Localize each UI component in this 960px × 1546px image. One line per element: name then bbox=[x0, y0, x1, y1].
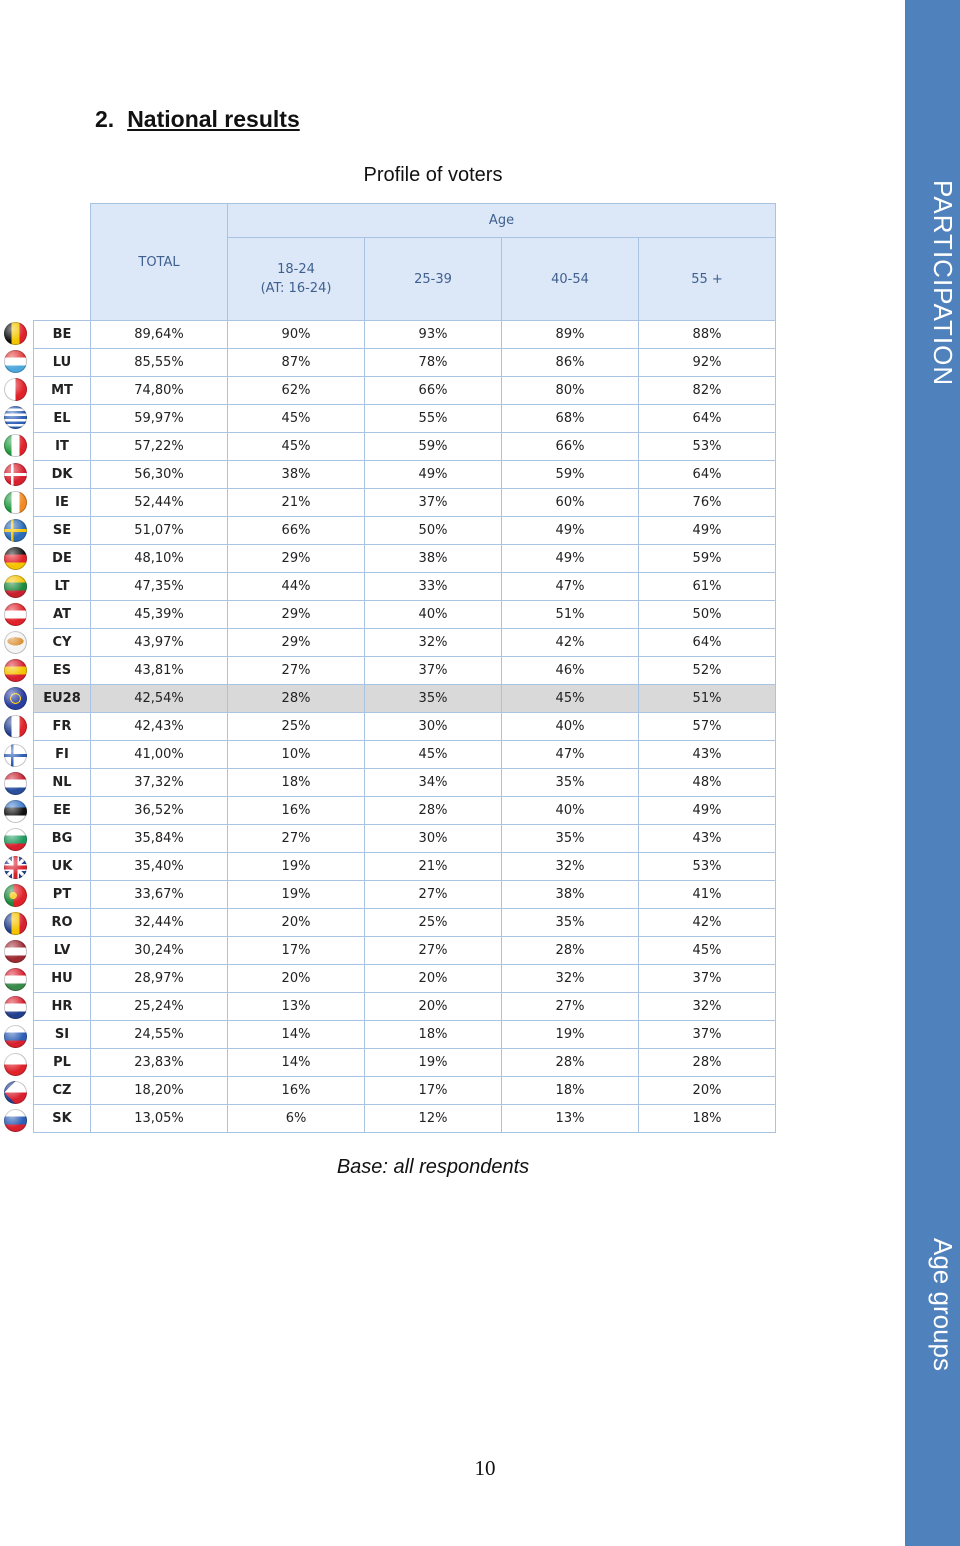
age-value-cell: 66% bbox=[365, 377, 502, 405]
header-total: TOTAL bbox=[91, 204, 228, 321]
age-value-cell: 43% bbox=[639, 741, 776, 769]
age-value-cell: 59% bbox=[365, 433, 502, 461]
base-note: Base: all respondents bbox=[336, 1156, 530, 1178]
total-cell: 32,44% bbox=[91, 909, 228, 937]
flag-de-icon bbox=[4, 547, 27, 570]
age-value-cell: 49% bbox=[502, 517, 639, 545]
flag-gloss bbox=[4, 1109, 27, 1132]
flag-lu-icon bbox=[4, 350, 27, 373]
country-code: HR bbox=[34, 993, 91, 1021]
flag-gloss bbox=[4, 406, 27, 429]
table-row bbox=[34, 825, 776, 853]
age-value-cell: 64% bbox=[639, 461, 776, 489]
header-age: Age bbox=[228, 204, 776, 238]
age-value-cell: 29% bbox=[228, 629, 365, 657]
age-value-cell: 35% bbox=[502, 769, 639, 797]
total-cell: 43,97% bbox=[91, 629, 228, 657]
flag-gloss bbox=[4, 744, 27, 767]
flag-gloss bbox=[4, 434, 27, 457]
flag-gloss bbox=[4, 1025, 27, 1048]
age-value-cell: 37% bbox=[639, 965, 776, 993]
age-value-cell: 48% bbox=[639, 769, 776, 797]
section-title: National results bbox=[127, 106, 300, 132]
age-value-cell: 19% bbox=[365, 1049, 502, 1077]
total-cell: 42,54% bbox=[91, 685, 228, 713]
age-value-cell: 41% bbox=[639, 881, 776, 909]
age-value-cell: 28% bbox=[228, 685, 365, 713]
flag-gloss bbox=[4, 659, 27, 682]
age-value-cell: 6% bbox=[228, 1105, 365, 1133]
age-value-cell: 40% bbox=[502, 713, 639, 741]
age-value-cell: 86% bbox=[502, 349, 639, 377]
total-cell: 35,40% bbox=[91, 853, 228, 881]
table-row bbox=[34, 769, 776, 797]
age-value-cell: 25% bbox=[228, 713, 365, 741]
flag-at-icon bbox=[4, 603, 27, 626]
total-cell: 89,64% bbox=[91, 321, 228, 349]
country-code: LV bbox=[34, 937, 91, 965]
age-value-cell: 19% bbox=[228, 881, 365, 909]
age-value-cell: 29% bbox=[228, 601, 365, 629]
results-table bbox=[33, 203, 776, 1133]
age-value-cell: 10% bbox=[228, 741, 365, 769]
age-value-cell: 46% bbox=[502, 657, 639, 685]
flag-bg-icon bbox=[4, 828, 27, 851]
age-value-cell: 21% bbox=[365, 853, 502, 881]
age-value-cell: 49% bbox=[639, 517, 776, 545]
country-code: IT bbox=[34, 433, 91, 461]
age-value-cell: 78% bbox=[365, 349, 502, 377]
flag-ie-icon bbox=[4, 491, 27, 514]
age-value-cell: 38% bbox=[502, 881, 639, 909]
country-code: UK bbox=[34, 853, 91, 881]
flag-gloss bbox=[4, 940, 27, 963]
age-value-cell: 27% bbox=[365, 937, 502, 965]
total-cell: 85,55% bbox=[91, 349, 228, 377]
side-tab-label-top: PARTICIPATION bbox=[928, 180, 958, 387]
age-value-cell: 80% bbox=[502, 377, 639, 405]
age-value-cell: 27% bbox=[365, 881, 502, 909]
age-value-cell: 37% bbox=[365, 657, 502, 685]
header-age-18-24 bbox=[228, 238, 365, 321]
age-value-cell: 43% bbox=[639, 825, 776, 853]
age-value-cell: 42% bbox=[639, 909, 776, 937]
flag-pt-icon bbox=[4, 884, 27, 907]
age-value-cell: 35% bbox=[365, 685, 502, 713]
table-row bbox=[34, 657, 776, 685]
table-row bbox=[34, 489, 776, 517]
flag-be-icon bbox=[4, 322, 27, 345]
age-value-cell: 29% bbox=[228, 545, 365, 573]
age-value-cell: 30% bbox=[365, 825, 502, 853]
flag-lt-icon bbox=[4, 575, 27, 598]
age-value-cell: 17% bbox=[228, 937, 365, 965]
age-value-cell: 93% bbox=[365, 321, 502, 349]
flag-gloss bbox=[4, 996, 27, 1019]
flag-gloss bbox=[4, 968, 27, 991]
table-row bbox=[34, 461, 776, 489]
age-group-label: 18-24 bbox=[277, 262, 315, 277]
flag-gloss bbox=[4, 1081, 27, 1104]
country-code: PL bbox=[34, 1049, 91, 1077]
total-cell: 35,84% bbox=[91, 825, 228, 853]
age-value-cell: 45% bbox=[228, 405, 365, 433]
section-heading bbox=[95, 106, 300, 133]
country-code: BE bbox=[34, 321, 91, 349]
age-value-cell: 18% bbox=[228, 769, 365, 797]
table-row bbox=[34, 881, 776, 909]
age-value-cell: 47% bbox=[502, 741, 639, 769]
age-value-cell: 59% bbox=[502, 461, 639, 489]
age-value-cell: 90% bbox=[228, 321, 365, 349]
table-row bbox=[34, 853, 776, 881]
country-code: LU bbox=[34, 349, 91, 377]
table-row bbox=[34, 685, 776, 713]
flag-ro-icon bbox=[4, 912, 27, 935]
total-cell: 30,24% bbox=[91, 937, 228, 965]
table-row bbox=[34, 349, 776, 377]
table-row bbox=[34, 965, 776, 993]
age-value-cell: 18% bbox=[502, 1077, 639, 1105]
age-value-cell: 82% bbox=[639, 377, 776, 405]
flag-uk-icon bbox=[4, 856, 27, 879]
table-row bbox=[34, 1077, 776, 1105]
age-value-cell: 33% bbox=[365, 573, 502, 601]
country-code: AT bbox=[34, 601, 91, 629]
age-value-cell: 19% bbox=[502, 1021, 639, 1049]
header-age-55-plus: 55 + bbox=[639, 238, 776, 321]
flag-gloss bbox=[4, 884, 27, 907]
age-value-cell: 18% bbox=[639, 1105, 776, 1133]
age-value-cell: 53% bbox=[639, 433, 776, 461]
age-value-cell: 32% bbox=[502, 853, 639, 881]
age-value-cell: 32% bbox=[639, 993, 776, 1021]
country-code: MT bbox=[34, 377, 91, 405]
country-code: PT bbox=[34, 881, 91, 909]
age-value-cell: 51% bbox=[502, 601, 639, 629]
total-cell: 28,97% bbox=[91, 965, 228, 993]
flag-hu-icon bbox=[4, 968, 27, 991]
total-cell: 18,20% bbox=[91, 1077, 228, 1105]
flag-eu28-icon bbox=[4, 687, 27, 710]
flag-cz-icon bbox=[4, 1081, 27, 1104]
age-value-cell: 19% bbox=[228, 853, 365, 881]
country-code: BG bbox=[34, 825, 91, 853]
country-code: EU28 bbox=[34, 685, 91, 713]
age-value-cell: 61% bbox=[639, 573, 776, 601]
age-value-cell: 47% bbox=[502, 573, 639, 601]
country-code: SI bbox=[34, 1021, 91, 1049]
age-value-cell: 16% bbox=[228, 797, 365, 825]
header-blank bbox=[34, 204, 91, 321]
age-value-cell: 53% bbox=[639, 853, 776, 881]
age-group-note: (AT: 16-24) bbox=[260, 281, 332, 296]
flag-gloss bbox=[4, 1053, 27, 1076]
age-value-cell: 14% bbox=[228, 1021, 365, 1049]
age-value-cell: 64% bbox=[639, 405, 776, 433]
table-row bbox=[34, 377, 776, 405]
age-value-cell: 32% bbox=[365, 629, 502, 657]
age-value-cell: 40% bbox=[502, 797, 639, 825]
table-row bbox=[34, 601, 776, 629]
age-value-cell: 92% bbox=[639, 349, 776, 377]
age-value-cell: 20% bbox=[365, 965, 502, 993]
table-title: Profile of voters bbox=[363, 164, 503, 186]
total-cell: 45,39% bbox=[91, 601, 228, 629]
table-row bbox=[34, 797, 776, 825]
flag-gloss bbox=[4, 322, 27, 345]
page-number: 10 bbox=[474, 1456, 496, 1480]
flag-el-icon bbox=[4, 406, 27, 429]
age-value-cell: 12% bbox=[365, 1105, 502, 1133]
total-cell: 42,43% bbox=[91, 713, 228, 741]
total-cell: 51,07% bbox=[91, 517, 228, 545]
age-value-cell: 20% bbox=[228, 909, 365, 937]
table-body bbox=[34, 321, 776, 1133]
flag-gloss bbox=[4, 491, 27, 514]
age-value-cell: 66% bbox=[502, 433, 639, 461]
flag-gloss bbox=[4, 912, 27, 935]
total-cell: 23,83% bbox=[91, 1049, 228, 1077]
country-code: IE bbox=[34, 489, 91, 517]
country-code: EL bbox=[34, 405, 91, 433]
age-value-cell: 14% bbox=[228, 1049, 365, 1077]
age-value-cell: 51% bbox=[639, 685, 776, 713]
age-value-cell: 35% bbox=[502, 909, 639, 937]
total-cell: 52,44% bbox=[91, 489, 228, 517]
total-cell: 59,97% bbox=[91, 405, 228, 433]
age-value-cell: 64% bbox=[639, 629, 776, 657]
country-code: FI bbox=[34, 741, 91, 769]
table-row bbox=[34, 433, 776, 461]
flag-gloss bbox=[4, 687, 27, 710]
country-code: EE bbox=[34, 797, 91, 825]
age-value-cell: 37% bbox=[365, 489, 502, 517]
flag-gloss bbox=[4, 350, 27, 373]
age-value-cell: 13% bbox=[228, 993, 365, 1021]
total-cell: 57,22% bbox=[91, 433, 228, 461]
flag-fr-icon bbox=[4, 715, 27, 738]
table-row bbox=[34, 405, 776, 433]
age-value-cell: 32% bbox=[502, 965, 639, 993]
flag-gloss bbox=[4, 631, 27, 654]
age-value-cell: 37% bbox=[639, 1021, 776, 1049]
country-code: DE bbox=[34, 545, 91, 573]
age-value-cell: 38% bbox=[365, 545, 502, 573]
age-value-cell: 44% bbox=[228, 573, 365, 601]
total-cell: 41,00% bbox=[91, 741, 228, 769]
country-code: DK bbox=[34, 461, 91, 489]
age-value-cell: 45% bbox=[502, 685, 639, 713]
flag-nl-icon bbox=[4, 772, 27, 795]
age-value-cell: 52% bbox=[639, 657, 776, 685]
age-value-cell: 34% bbox=[365, 769, 502, 797]
country-code: HU bbox=[34, 965, 91, 993]
age-value-cell: 66% bbox=[228, 517, 365, 545]
flag-lv-icon bbox=[4, 940, 27, 963]
age-value-cell: 49% bbox=[365, 461, 502, 489]
total-cell: 25,24% bbox=[91, 993, 228, 1021]
age-value-cell: 27% bbox=[228, 825, 365, 853]
age-value-cell: 28% bbox=[365, 797, 502, 825]
flag-gloss bbox=[4, 519, 27, 542]
flag-mt-icon bbox=[4, 378, 27, 401]
age-value-cell: 28% bbox=[502, 1049, 639, 1077]
header-age-40-54: 40-54 bbox=[502, 238, 639, 321]
total-cell: 48,10% bbox=[91, 545, 228, 573]
total-cell: 47,35% bbox=[91, 573, 228, 601]
table-row bbox=[34, 909, 776, 937]
age-value-cell: 50% bbox=[639, 601, 776, 629]
flag-it-icon bbox=[4, 434, 27, 457]
age-value-cell: 18% bbox=[365, 1021, 502, 1049]
age-value-cell: 49% bbox=[639, 797, 776, 825]
flag-gloss bbox=[4, 378, 27, 401]
age-value-cell: 60% bbox=[502, 489, 639, 517]
flag-gloss bbox=[4, 856, 27, 879]
table-row bbox=[34, 573, 776, 601]
age-value-cell: 20% bbox=[228, 965, 365, 993]
age-value-cell: 27% bbox=[502, 993, 639, 1021]
flag-gloss bbox=[4, 463, 27, 486]
age-value-cell: 88% bbox=[639, 321, 776, 349]
country-code: ES bbox=[34, 657, 91, 685]
country-code: RO bbox=[34, 909, 91, 937]
flag-gloss bbox=[4, 772, 27, 795]
age-value-cell: 62% bbox=[228, 377, 365, 405]
table-row bbox=[34, 1105, 776, 1133]
table-row bbox=[34, 1021, 776, 1049]
age-value-cell: 25% bbox=[365, 909, 502, 937]
country-code: NL bbox=[34, 769, 91, 797]
age-value-cell: 17% bbox=[365, 1077, 502, 1105]
age-value-cell: 50% bbox=[365, 517, 502, 545]
age-value-cell: 49% bbox=[502, 545, 639, 573]
table-row bbox=[34, 937, 776, 965]
flag-gloss bbox=[4, 828, 27, 851]
age-value-cell: 21% bbox=[228, 489, 365, 517]
header-age-25-39: 25-39 bbox=[365, 238, 502, 321]
age-value-cell: 40% bbox=[365, 601, 502, 629]
total-cell: 13,05% bbox=[91, 1105, 228, 1133]
total-cell: 56,30% bbox=[91, 461, 228, 489]
table-row bbox=[34, 517, 776, 545]
age-value-cell: 57% bbox=[639, 713, 776, 741]
table-row bbox=[34, 1049, 776, 1077]
total-cell: 36,52% bbox=[91, 797, 228, 825]
flag-gloss bbox=[4, 800, 27, 823]
flag-gloss bbox=[4, 715, 27, 738]
flag-dk-icon bbox=[4, 463, 27, 486]
age-value-cell: 59% bbox=[639, 545, 776, 573]
total-cell: 24,55% bbox=[91, 1021, 228, 1049]
age-value-cell: 55% bbox=[365, 405, 502, 433]
flag-gloss bbox=[4, 547, 27, 570]
age-value-cell: 16% bbox=[228, 1077, 365, 1105]
country-code: SK bbox=[34, 1105, 91, 1133]
age-value-cell: 45% bbox=[365, 741, 502, 769]
flag-ee-icon bbox=[4, 800, 27, 823]
age-value-cell: 20% bbox=[639, 1077, 776, 1105]
age-value-cell: 68% bbox=[502, 405, 639, 433]
table-row bbox=[34, 629, 776, 657]
flag-fi-icon bbox=[4, 744, 27, 767]
age-value-cell: 28% bbox=[639, 1049, 776, 1077]
age-value-cell: 87% bbox=[228, 349, 365, 377]
flag-cy-icon bbox=[4, 631, 27, 654]
country-code: FR bbox=[34, 713, 91, 741]
age-value-cell: 38% bbox=[228, 461, 365, 489]
age-value-cell: 13% bbox=[502, 1105, 639, 1133]
age-value-cell: 30% bbox=[365, 713, 502, 741]
table-row bbox=[34, 993, 776, 1021]
side-tab-label-bottom: Age groups bbox=[928, 1238, 958, 1371]
table-row bbox=[34, 545, 776, 573]
section-number: 2. bbox=[95, 106, 115, 132]
country-code: CZ bbox=[34, 1077, 91, 1105]
flag-pl-icon bbox=[4, 1053, 27, 1076]
total-cell: 43,81% bbox=[91, 657, 228, 685]
flag-es-icon bbox=[4, 659, 27, 682]
total-cell: 37,32% bbox=[91, 769, 228, 797]
age-value-cell: 27% bbox=[228, 657, 365, 685]
age-value-cell: 45% bbox=[228, 433, 365, 461]
age-value-cell: 28% bbox=[502, 937, 639, 965]
flag-gloss bbox=[4, 575, 27, 598]
age-value-cell: 45% bbox=[639, 937, 776, 965]
age-value-cell: 20% bbox=[365, 993, 502, 1021]
country-code: CY bbox=[34, 629, 91, 657]
country-code: SE bbox=[34, 517, 91, 545]
age-value-cell: 35% bbox=[502, 825, 639, 853]
flag-si-icon bbox=[4, 1025, 27, 1048]
age-value-cell: 89% bbox=[502, 321, 639, 349]
table-row bbox=[34, 713, 776, 741]
table-row bbox=[34, 321, 776, 349]
flag-gloss bbox=[4, 603, 27, 626]
age-value-cell: 76% bbox=[639, 489, 776, 517]
flag-sk-icon bbox=[4, 1109, 27, 1132]
country-code: LT bbox=[34, 573, 91, 601]
total-cell: 33,67% bbox=[91, 881, 228, 909]
total-cell: 74,80% bbox=[91, 377, 228, 405]
header-row-group bbox=[34, 204, 776, 238]
table-row bbox=[34, 741, 776, 769]
age-value-cell: 42% bbox=[502, 629, 639, 657]
flag-hr-icon bbox=[4, 996, 27, 1019]
flag-se-icon bbox=[4, 519, 27, 542]
